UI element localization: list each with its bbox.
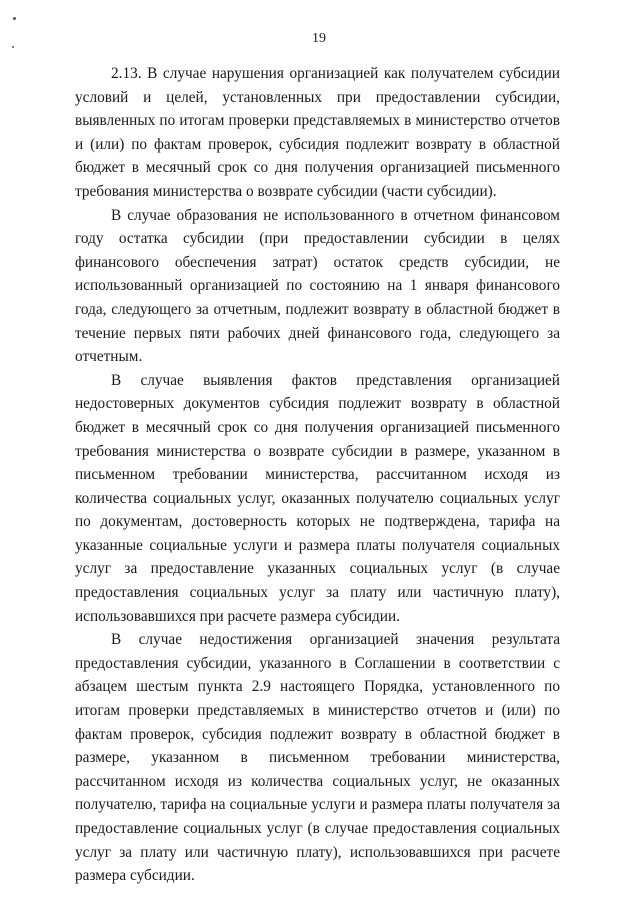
paragraph-2-13: 2.13. В случае нарушения организацией как получателем субсидии условий и целей, установленных при предоставлении субсидии, выявленных по итогам проверки представляемых в министерство отчетов и (или) по фактам проверок, субсидия подлежит возврату в областной бюджет в месячный срок со дня получения организацией письменного требования министерства о возврате субсидии (части субсидии).	[75, 65, 560, 200]
document-body	[75, 62, 560, 888]
paragraph-false-documents: В случае выявления фактов представления организацией недостоверных документов субсидия подлежит возврату в областной бюджет в месячный срок со дня получения организацией письменного требования министерства о возврате субсидии в размере, указанном в письменном требовании министерства, рассчитанном исходя из количества социальных услуг, оказанных получателю социальных услуг по документам, достоверность которых не подтверждена, тарифа на указанные социальные услуги и размера платы получателя социальных услуг за предоставление указанных социальных услуг (в случае предоставления социальных услуг за плату или частичную плату), использовавшихся при расчете размера субсидии.	[75, 371, 560, 625]
scan-speck	[13, 17, 16, 20]
page-number: 19	[312, 31, 326, 46]
paragraph-unused-balance: В случае образования не использованного в отчетном финансовом году остатка субсидии (при предоставлении субсидии в целях финансового обеспечения затрат) остаток средств субсидии, не использованный организацией по состоянию на 1 января финансового года, следующего за отчетным, подлежит возврату в областной бюджет в течение первых пяти рабочих дней финансового года, следующего за отчетным.	[75, 206, 560, 366]
paragraph-result-not-achieved: В случае недостижения организацией значения результата предоставления субсидии, указанного в Соглашении в соответствии с абзацем шестым пункта 2.9 настоящего Порядка, установленного по итогам проверки представляемых в министерство отчетов и (или) по фактам проверок, субсидия подлежит возврату в областной бюджет в размере, указанном в письменном требовании министерства, рассчитанном исходя из количества социальных услуг, не оказанных получателю, тарифа на социальные услуги и размера платы получателя за предоставление социальных услуг (в случае предоставления социальных услуг за плату или частичную плату), использовавшихся при расчете размера субсидии.	[75, 631, 560, 885]
